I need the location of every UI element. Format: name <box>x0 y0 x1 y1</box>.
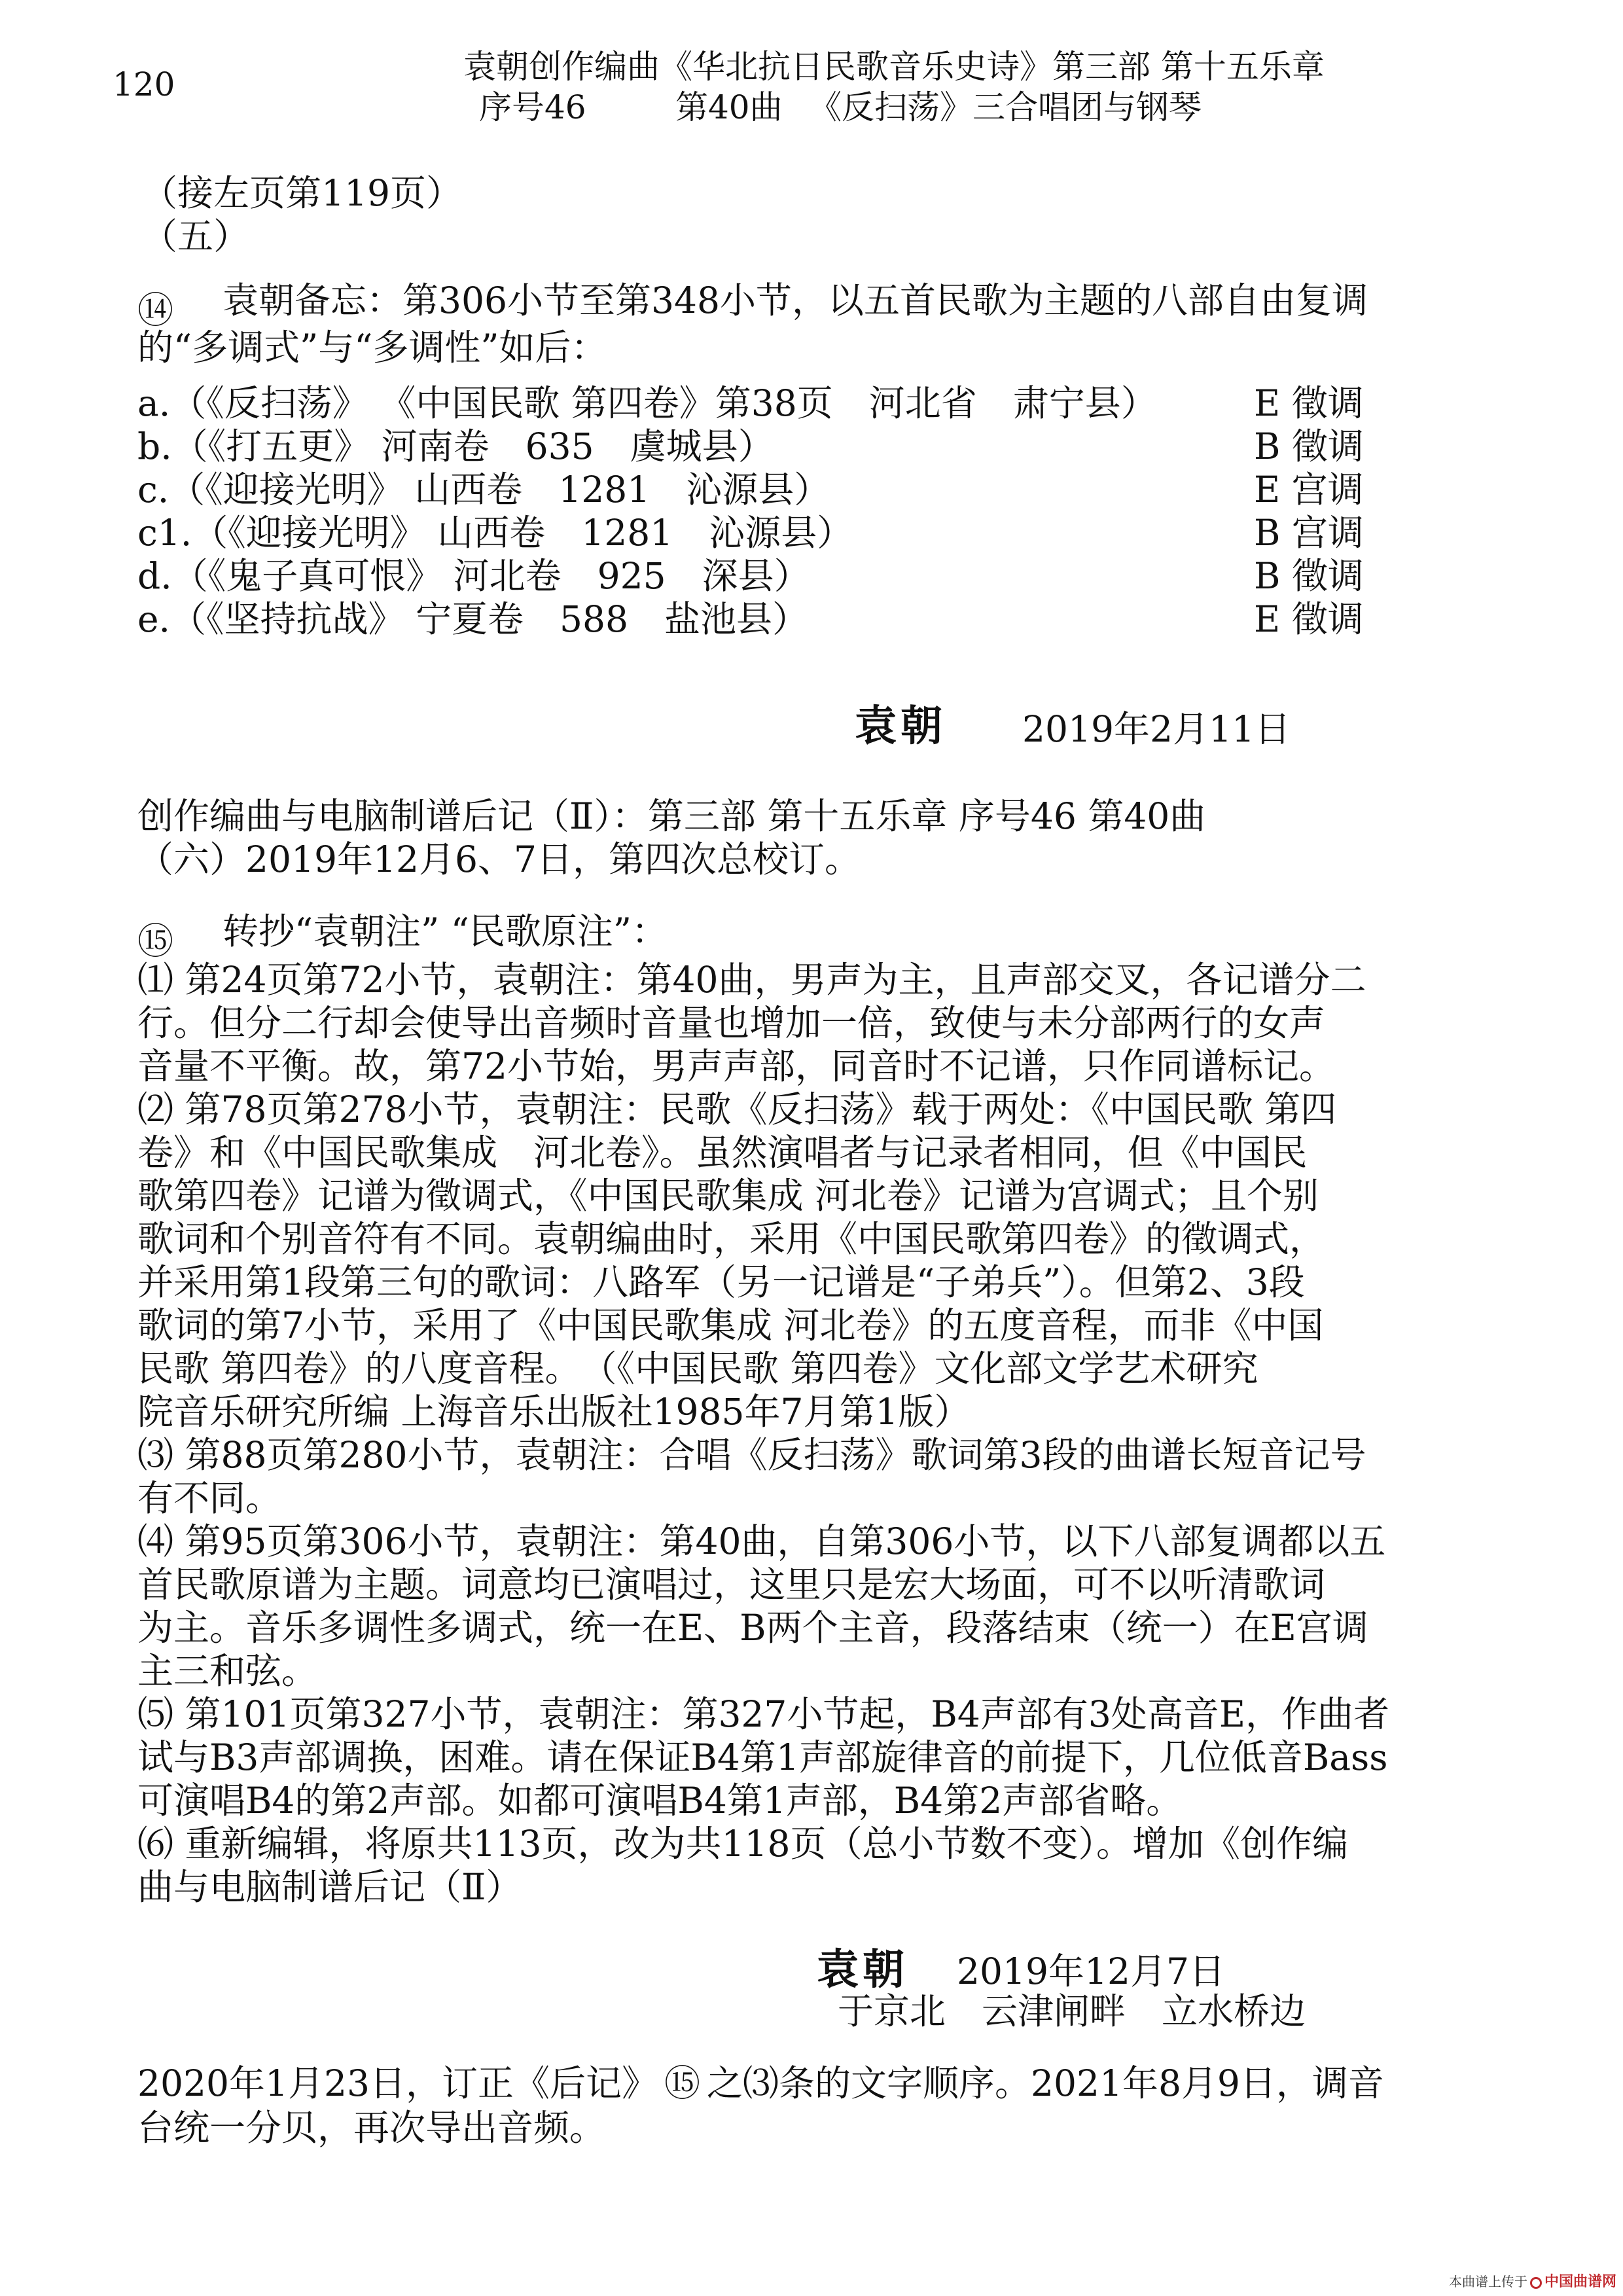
footer-watermark <box>1449 2270 1616 2291</box>
postscript-signature-name: 袁朝 <box>817 1946 908 1994</box>
note-line: 卷》和《中国民歌集成 河北卷》。虽然演唱者与记录者相同，但《中国民 <box>137 1132 1308 1174</box>
header-song-number: 第40曲 <box>675 88 783 126</box>
note-line: ⑸ 第101页第327小节，袁朝注：第327小节起，B4声部有3处高音E，作曲者 <box>137 1693 1389 1735</box>
final-line-2: 台统一分贝，再次导出音频。 <box>137 2107 606 2149</box>
postscript-signature-date: 2019年12月7日 <box>957 1950 1225 1992</box>
note-line: 试与B3声部调换，困难。请在保证B4第1声部旋律音的前提下，几位低音Bass <box>137 1736 1388 1778</box>
list-item <box>137 504 1381 554</box>
note-line: 音量不平衡。故，第72小节始，男声声部，同音时不记谱，只作同谱标记。 <box>137 1045 1335 1087</box>
list-item <box>137 547 1381 597</box>
header-song-title: 《反扫荡》三合唱团与钢琴 <box>809 88 1202 126</box>
note-line: ⑷ 第95页第306小节，袁朝注：第40曲，自第306小节，以下八部复调都以五 <box>137 1520 1386 1562</box>
final-line-1 <box>137 2062 1384 2105</box>
header-title: 袁朝创作编曲《华北抗日民歌音乐史诗》第三部 第十五乐章 <box>463 48 1325 86</box>
postscript-subtitle: （六）2019年12月6、7日，第四次总校订。 <box>137 838 861 880</box>
notes-heading: 转抄“袁朝注” “民歌原注”： <box>223 910 668 952</box>
note-line: 行。但分二行却会使导出音频时音量也增加一倍，致使与未分部两行的女声 <box>137 1002 1326 1044</box>
note-line: 为主。音乐多调性多调式，统一在E、B两个主音，段落结束（统一）在E宫调 <box>137 1607 1368 1649</box>
note-line: 可演唱B4的第2声部。如都可演唱B4第1声部，B4第2声部省略。 <box>137 1780 1183 1821</box>
note-line: ⑶ 第88页第280小节，袁朝注：合唱《反扫荡》歌词第3段的曲谱长短音记号 <box>137 1434 1366 1476</box>
section-label-five: （五） <box>141 215 250 257</box>
footer-brand: 中国曲谱网 <box>1544 2274 1616 2290</box>
list-item <box>137 418 1381 467</box>
header-serial: 序号46 <box>479 88 586 126</box>
footer-uploaded-text: 本曲谱上传于 <box>1448 2274 1527 2289</box>
song-mode: B 宫调 <box>1254 512 1364 554</box>
song-source: a.（《反扫荡》 《中国民歌 第四卷》第38页 河北省 肃宁县） <box>137 382 1157 424</box>
final-line-1-end: 之⑶条的文字顺序。2021年8月9日，调音 <box>706 2062 1384 2104</box>
song-mode: E 宫调 <box>1254 469 1364 511</box>
song-source: d.（《鬼子真可恨》 河北卷 925 深县） <box>137 555 810 597</box>
note-line: 主三和弦。 <box>137 1650 318 1692</box>
song-source: c1.（《迎接光明》 山西卷 1281 沁源县） <box>137 512 853 554</box>
note-line: 曲与电脑制谱后记（Ⅱ） <box>137 1866 522 1908</box>
song-source: b.（《打五更》 河南卷 635 虞城县） <box>137 425 774 467</box>
song-mode: E 徵调 <box>1254 382 1364 424</box>
song-mode: E 徵调 <box>1254 598 1364 640</box>
final-marker: ⑮ <box>664 2062 700 2104</box>
list-item <box>137 590 1381 640</box>
signature-date: 2019年2月11日 <box>1022 708 1291 750</box>
list-item <box>137 374 1381 424</box>
note-line: 有不同。 <box>137 1477 282 1519</box>
signature-name: 袁朝 <box>855 702 946 751</box>
site-logo-icon <box>1530 2277 1542 2289</box>
note-line: 民歌 第四卷》的八度音程。 （《中国民歌 第四卷》文化部文学艺术研究 <box>137 1348 1258 1390</box>
note-line: 歌第四卷》记谱为徵调式，《中国民歌集成 河北卷》记谱为宫调式；且个别 <box>137 1175 1319 1217</box>
note-line: 首民歌原谱为主题。词意均已演唱过，这里只是宏大场面，可不以听清歌词 <box>137 1564 1326 1605</box>
final-line-1-start: 2020年1月23日，订正《后记》 <box>137 2062 658 2104</box>
song-source: c.（《迎接光明》 山西卷 1281 沁源县） <box>137 469 830 511</box>
song-mode: B 徵调 <box>1254 555 1364 597</box>
memo-marker: ⑭ <box>137 289 174 331</box>
note-line: ⑹ 重新编辑，将原共113页，改为共118页（总小节数不变）。增加《创作编 <box>137 1823 1348 1865</box>
note-line: ⑵ 第78页第278小节，袁朝注：民歌《反扫荡》载于两处：《中国民歌 第四 <box>137 1088 1337 1130</box>
memo-line-2: 的“多调式”与“多调性”如后： <box>137 327 607 368</box>
memo-line-1: 袁朝备忘：第306小节至第348小节，以五首民歌为主题的八部自由复调 <box>223 279 1368 321</box>
note-line: ⑴ 第24页第72小节，袁朝注：第40曲，男声为主，且声部交叉，各记谱分二 <box>137 959 1366 1001</box>
note-line: 并采用第1段第三句的歌词：八路军（另一记谱是“子弟兵”）。但第2、3段 <box>137 1261 1305 1303</box>
notes-marker: ⑮ <box>137 920 174 962</box>
postscript-signature-place: 于京北 云津闸畔 立水桥边 <box>838 1990 1306 2032</box>
note-line: 歌词和个别音符有不同。袁朝编曲时，采用《中国民歌第四卷》的徵调式， <box>137 1218 1326 1260</box>
continued-note: （接左页第119页） <box>141 172 462 214</box>
note-line: 院音乐研究所编 上海音乐出版社1985年7月第1版） <box>137 1391 971 1433</box>
song-source: e.（《坚持抗战》 宁夏卷 588 盐池县） <box>137 598 808 640</box>
note-line: 歌词的第7小节，采用了《中国民歌集成 河北卷》的五度音程，而非《中国 <box>137 1304 1324 1346</box>
list-item <box>137 461 1381 511</box>
postscript-title: 创作编曲与电脑制谱后记（Ⅱ）：第三部 第十五乐章 序号46 第40曲 <box>137 795 1206 837</box>
song-mode: B 徵调 <box>1254 425 1364 467</box>
page-number: 120 <box>113 65 175 103</box>
